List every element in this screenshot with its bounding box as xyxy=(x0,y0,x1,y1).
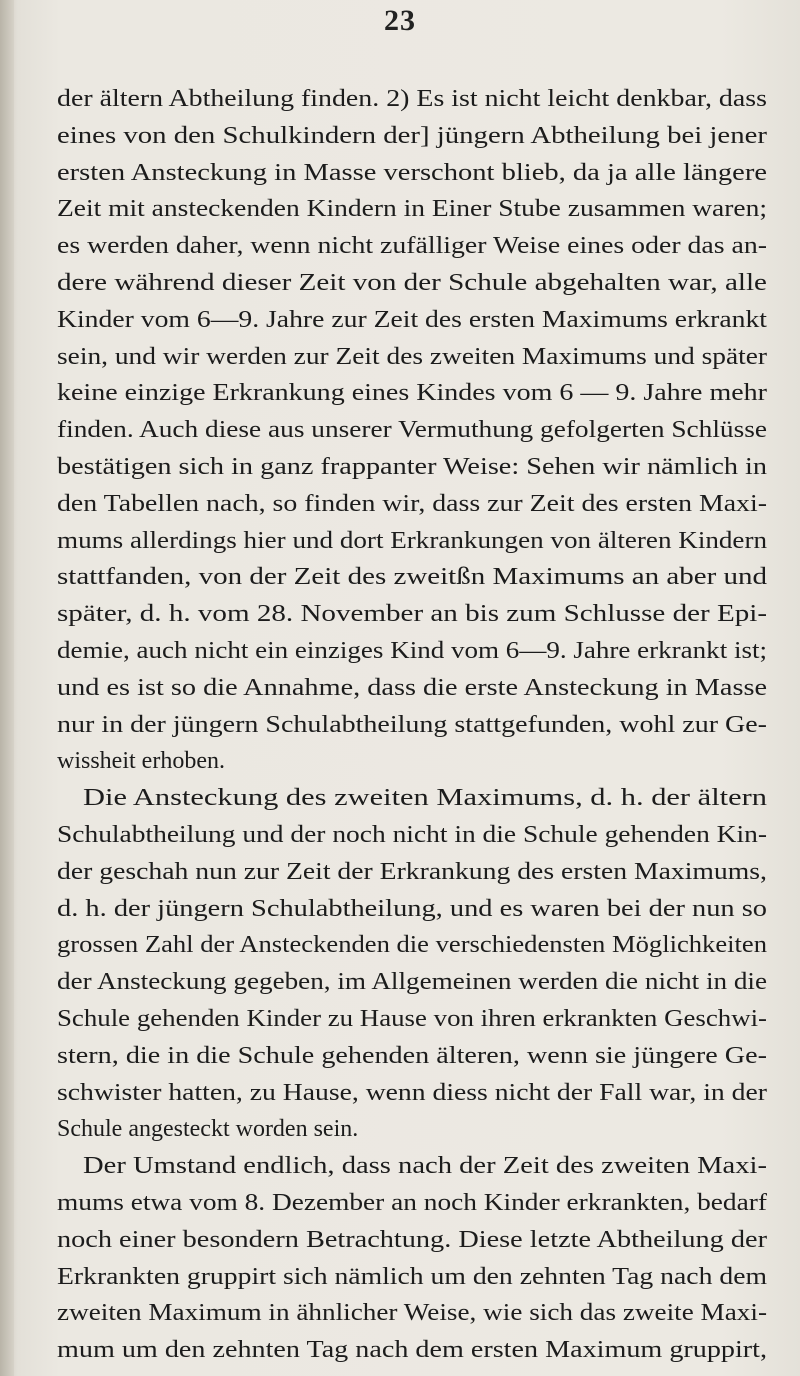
text-line xyxy=(57,415,767,445)
text-line-content: später, d. h. vom 28. November an bis zum Schlusse der Epi- xyxy=(57,601,768,627)
text-line xyxy=(57,526,768,556)
text-line xyxy=(57,636,768,666)
text-line xyxy=(57,1078,767,1108)
text-line xyxy=(57,305,768,335)
text-line-content: mums allerdings hier und dort Erkrankungen von älteren Kindern xyxy=(57,528,768,554)
text-line-content: nur in der jüngern Schulabtheilung stattgefunden, wohl zur Ge- xyxy=(57,712,768,738)
text-line-content: Erkrankten gruppirt sich nämlich um den zehnten Tag nach dem xyxy=(57,1264,768,1290)
text-line-content: Der Umstand endlich, dass nach der Zeit des zweiten Maxi- xyxy=(83,1153,767,1179)
text-line-content: wissheit erhoben. xyxy=(57,748,225,774)
text-line-content: es werden daher, wenn nicht zufälliger Weise eines oder das an- xyxy=(57,233,768,259)
text-line xyxy=(83,1151,767,1181)
text-line-content: keine einzige Erkrankung eines Kindes vom 6 — 9. Jahre mehr xyxy=(57,380,767,406)
text-line xyxy=(57,194,767,224)
text-line xyxy=(57,268,767,298)
text-line-content: finden. Auch diese aus unserer Vermuthung gefolgerten Schlüsse xyxy=(57,417,767,443)
text-line-content: ersten Ansteckung in Masse verschont blieb, da ja alle längere xyxy=(57,160,768,186)
text-line-content: der geschah nun zur Zeit der Erkrankung des ersten Maximums, xyxy=(57,859,767,885)
text-line xyxy=(57,857,767,887)
text-line xyxy=(57,1041,767,1071)
text-line xyxy=(57,342,768,372)
text-line-content: Kinder vom 6—9. Jahre zur Zeit des ersten Maximums erkrankt xyxy=(57,307,768,333)
text-line-content: sein, und wir werden zur Zeit des zweiten Maximums und später xyxy=(57,344,768,370)
text-line xyxy=(57,121,767,151)
text-line xyxy=(57,231,768,261)
text-line xyxy=(57,820,768,850)
text-line-content: stattfanden, von der Zeit des zweitßn Maximums an aber und xyxy=(57,564,767,590)
text-line-content: Zeit mit ansteckenden Kindern in Einer Stube zusammen waren; xyxy=(57,196,767,222)
text-line xyxy=(57,1188,767,1218)
text-line-content: grossen Zahl der Ansteckenden die verschiedensten Möglichkeiten xyxy=(57,932,767,958)
text-line-content: d. h. der jüngern Schulabtheilung, und es waren bei der nun so xyxy=(57,896,767,922)
text-line-content: demie, auch nicht ein einziges Kind vom 6—9. Jahre erkrankt ist; xyxy=(57,638,768,664)
text-line xyxy=(57,1298,768,1328)
text-line xyxy=(57,1335,767,1365)
text-line xyxy=(57,673,768,703)
text-line xyxy=(57,489,767,519)
text-line xyxy=(57,562,767,592)
text-line-content: schwister hatten, zu Hause, wenn diess nicht der Fall war, in der xyxy=(57,1080,767,1106)
text-line-content: mums etwa vom 8. Dezember an noch Kinder erkrankten, bedarf xyxy=(57,1190,767,1216)
text-line-content: stern, die in die Schule gehenden älteren, wenn sie jüngere Ge- xyxy=(57,1043,767,1069)
text-line xyxy=(57,1004,768,1034)
text-line-content: Schule angesteckt worden sein. xyxy=(57,1116,359,1142)
text-line xyxy=(57,710,768,740)
text-line-content: Die Ansteckung des zweiten Maximums, d. h. der ältern xyxy=(83,785,767,811)
text-line-content: mum um den zehnten Tag nach dem ersten Maximum gruppirt, xyxy=(57,1337,767,1363)
page-gutter xyxy=(0,0,14,1376)
text-line-content: den Tabellen nach, so finden wir, dass zur Zeit des ersten Maxi- xyxy=(57,491,767,517)
text-line-content: bestätigen sich in ganz frappanter Weise: Sehen wir nämlich in xyxy=(57,454,768,480)
text-line xyxy=(57,158,768,188)
text-line-content: Schule gehenden Kinder zu Hause von ihren erkrankten Geschwi- xyxy=(57,1006,768,1032)
text-line-content: der ältern Abtheilung finden. 2) Es ist nicht leicht denkbar, dass xyxy=(57,86,767,112)
text-line xyxy=(57,1262,768,1292)
text-line xyxy=(57,1114,358,1144)
text-line xyxy=(57,894,767,924)
text-line-content: dere während dieser Zeit von der Schule abgehalten war, alle xyxy=(57,270,767,296)
text-line-content: eines von den Schulkindern der] jüngern Abtheilung bei jener xyxy=(57,123,767,149)
text-line xyxy=(57,378,767,408)
text-line xyxy=(57,1225,768,1255)
text-line-content: noch einer besondern Betrachtung. Diese letzte Abtheilung der xyxy=(57,1227,768,1253)
text-line xyxy=(57,930,767,960)
text-line-content: Schulabtheilung und der noch nicht in die Schule gehenden Kin- xyxy=(57,822,768,848)
text-line-content: und es ist so die Annahme, dass die erste Ansteckung in Masse xyxy=(57,675,768,701)
text-line-content: der Ansteckung gegeben, im Allgemeinen werden die nicht in die xyxy=(57,969,768,995)
text-line xyxy=(57,967,768,997)
text-line xyxy=(57,84,767,114)
text-line xyxy=(57,599,768,629)
text-line xyxy=(83,783,767,813)
text-line xyxy=(57,746,225,776)
page-number: 23 xyxy=(384,4,416,37)
text-line xyxy=(57,452,768,482)
text-line-content: zweiten Maximum in ähnlicher Weise, wie sich das zweite Maxi- xyxy=(57,1300,768,1326)
